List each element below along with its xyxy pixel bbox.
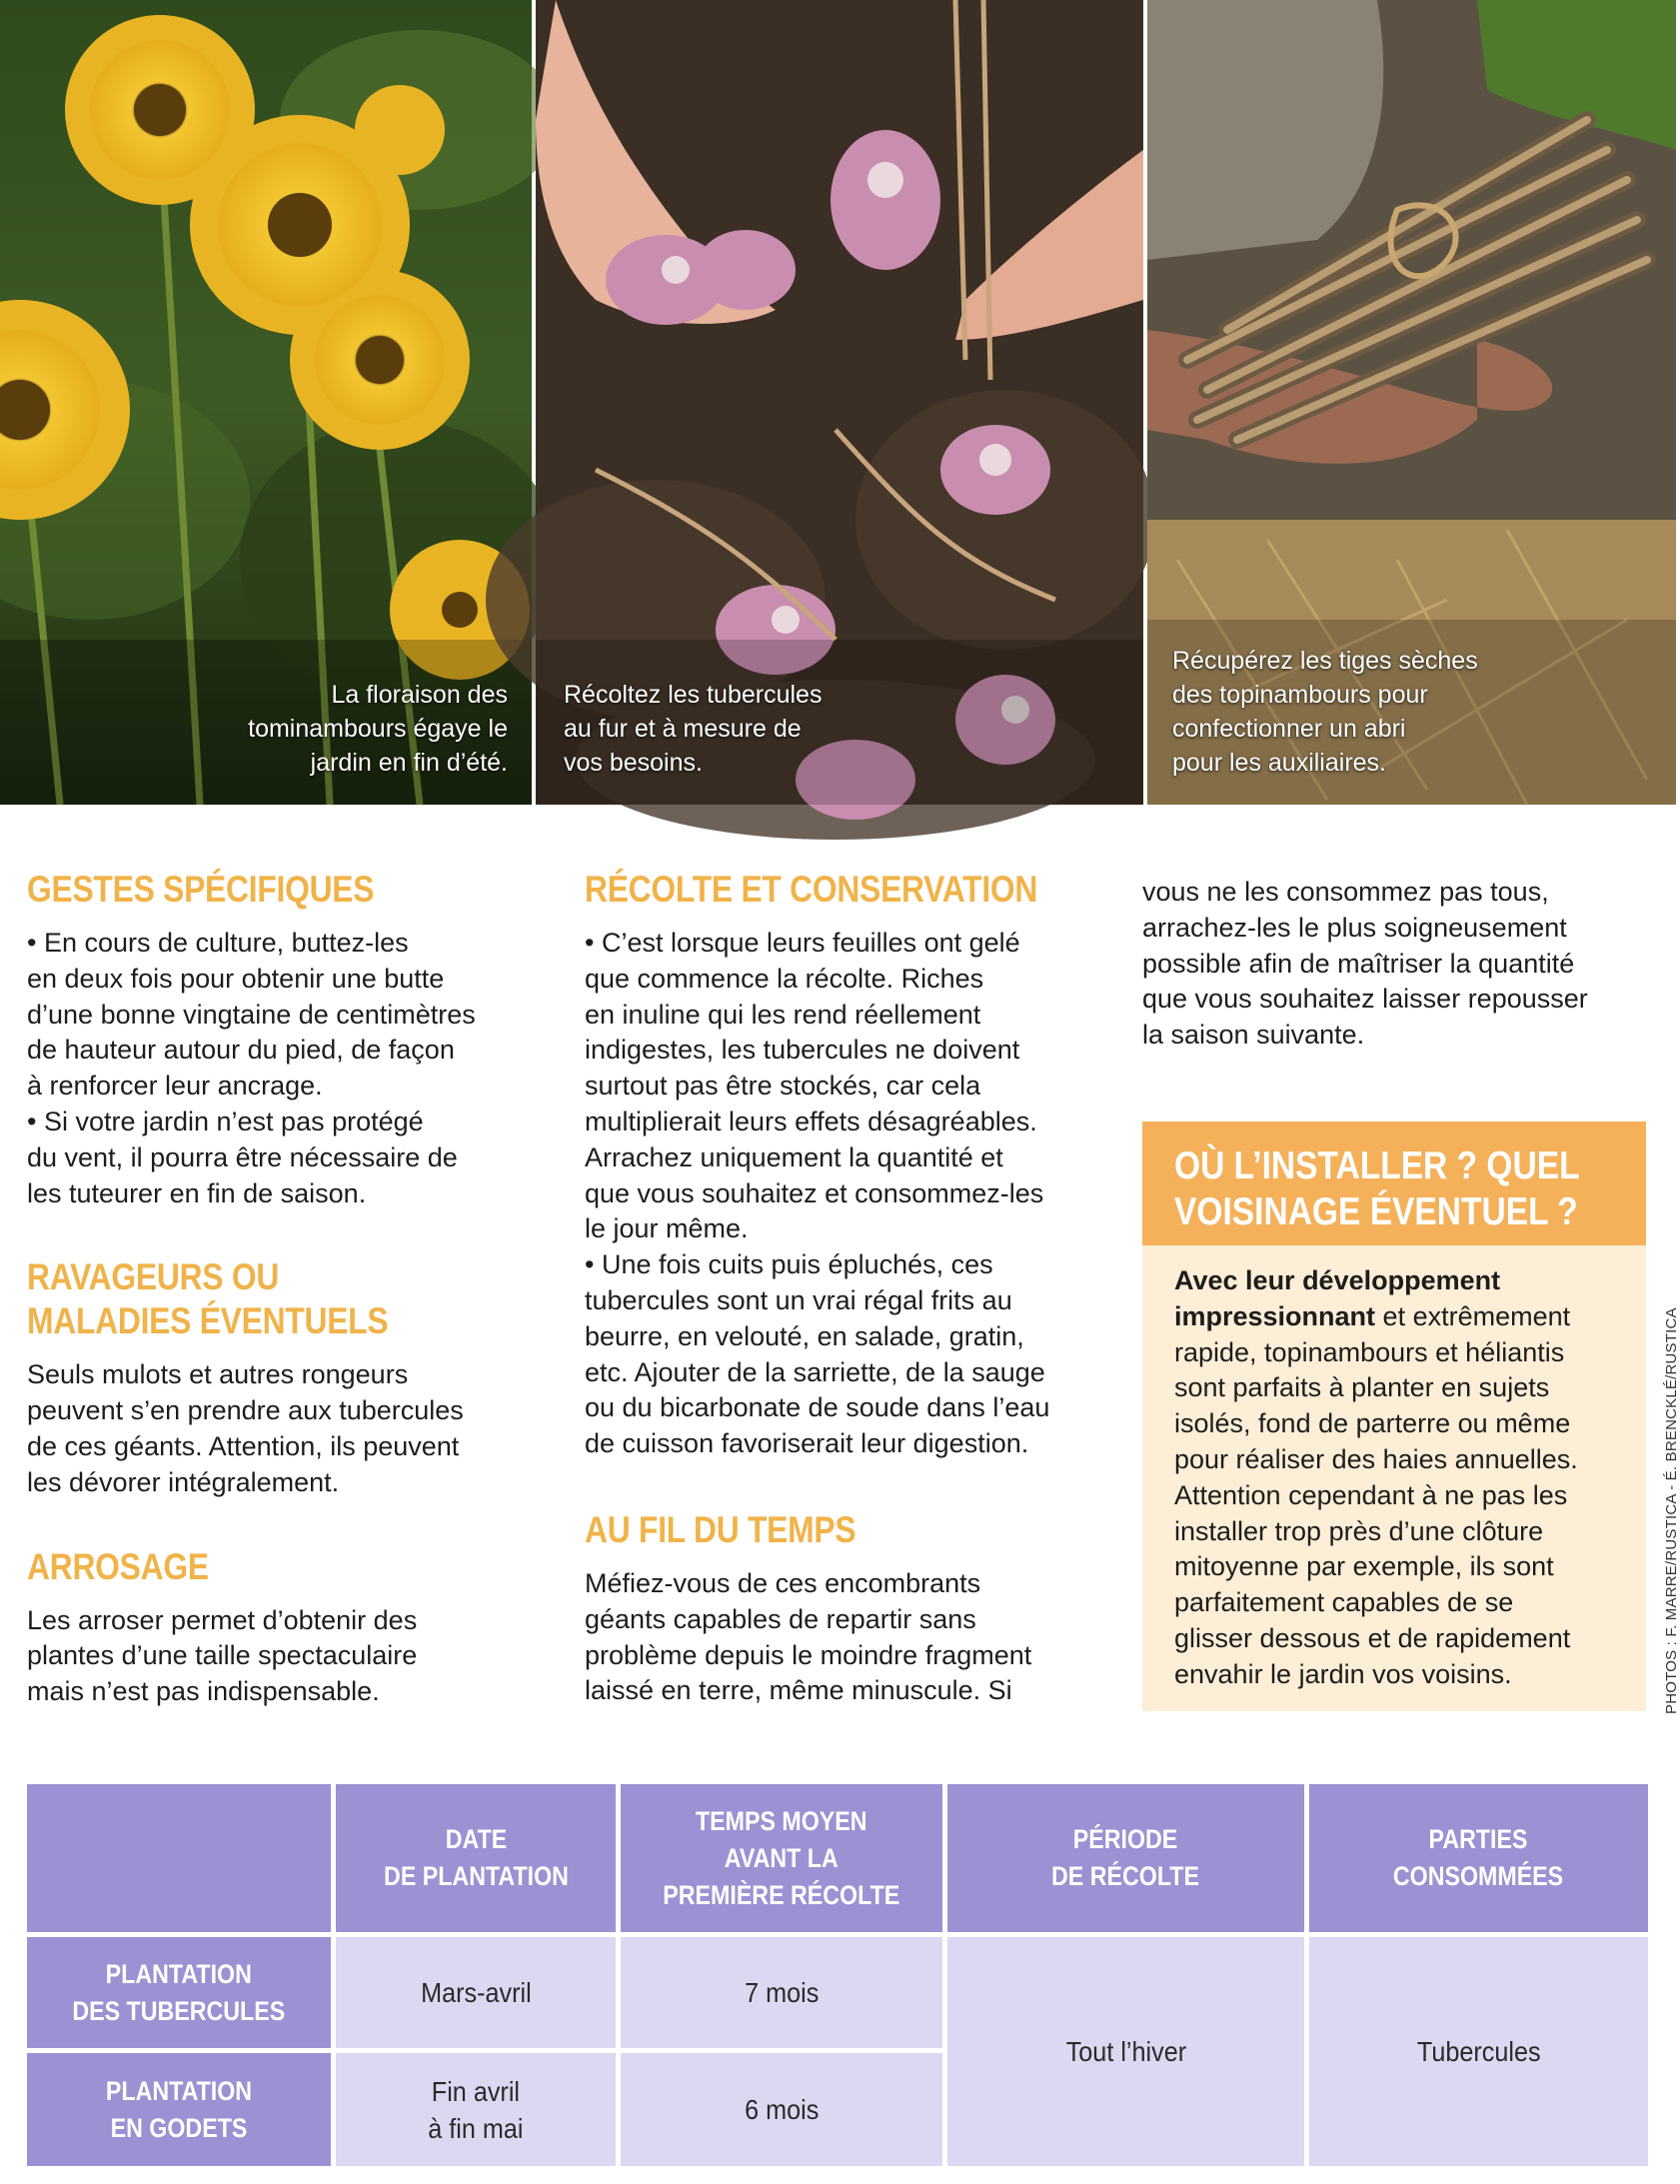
heading-au-fil-du-temps: AU FIL DU TEMPS <box>585 1508 856 1550</box>
sidebar-box <box>1142 1121 1646 1711</box>
column-3 <box>1142 875 1642 1054</box>
table-cell-date: Mars-avril <box>336 1937 616 2048</box>
photo-caption: Récupérez les tiges sèches des topinambours pour confectionner un abri pour les auxiliaires. <box>1172 647 1478 777</box>
photo-dry-stems <box>1147 0 1676 805</box>
table-cell-temps: 7 mois <box>621 1937 942 2048</box>
table-row-label: PLANTATION EN GODETS <box>27 2053 331 2166</box>
sidebar-text: et extrêmement rapide, topinambours et héliantis sont parfaits à planter en sujets isolés, fond de parterre ou même pour réaliser des haies annuelles. Attention cependant à ne pas les installer trop près d’une clôture mitoyenne par exemple, ils sont parfaitement capables de se glisser dessous et de rapidement envahir le jardin vos voisins. <box>1174 1300 1578 1689</box>
photo-strip <box>0 0 1676 805</box>
table-cell-date: Fin avril à fin mai <box>336 2053 616 2166</box>
recolte-text: • C’est lorsque leurs feuilles ont gelé que commence la récolte. Riches en inuline qui les rend réellement indigestes, les tubercules ne doivent surtout pas être stockés, car cela multiplierait leurs effets désagréables. Arrachez uniquement la quantité et que vous souhaitez et consommez-les le jour même. • Une fois cuits puis épluchés, ces tubercules sont un vrai régal frits au beurre, en velouté, en salade, gratin, etc. Ajouter de la sarriette, de la sauge ou du bicarbonate de soude dans l’eau de cuisson favoriserait leur digestion. <box>585 928 1050 1459</box>
heading-ravageurs: RAVAGEURS OU MALADIES ÉVENTUELS <box>27 1256 389 1342</box>
column-1 <box>27 868 567 1710</box>
table-header-parties: PARTIES CONSOMMÉES <box>1309 1784 1648 1932</box>
heading-recolte-conservation: RÉCOLTE ET CONSERVATION <box>585 869 1038 910</box>
table-header-periode: PÉRIODE DE RÉCOLTE <box>947 1784 1304 1932</box>
photo-tubers-harvest <box>536 0 1143 805</box>
table-header-date: DATE DE PLANTATION <box>336 1784 616 1932</box>
photo-yellow-flowers <box>0 0 532 805</box>
sidebar-title: OÙ L’INSTALLER ? QUEL VOISINAGE ÉVENTUEL ? <box>1174 1144 1580 1233</box>
column-2 <box>585 868 1124 1709</box>
table-row-label: PLANTATION DES TUBERCULES <box>27 1937 331 2048</box>
sidebar-body <box>1142 1245 1646 1693</box>
table-header-temps: TEMPS MOYEN AVANT LA PREMIÈRE RÉCOLTE <box>621 1784 942 1932</box>
continued-text: vous ne les consommez pas tous, arrachez-les le plus soigneusement possible afin de maîtriser la quantité que vous souhaitez laisser repousser la saison suivante. <box>1142 877 1588 1051</box>
sidebar-header <box>1142 1121 1646 1245</box>
table-cell-periode: Tout l’hiver <box>947 1937 1304 2166</box>
ravageurs-text: Seuls mulots et autres rongeurs peuvent s’en prendre aux tubercules de ces géants. Attention, ils peuvent les dévorer intégralement. <box>27 1359 464 1497</box>
table-cell-temps: 6 mois <box>621 2053 942 2166</box>
heading-arrosage: ARROSAGE <box>27 1545 209 1587</box>
gestes-text: • En cours de culture, buttez-les en deux fois pour obtenir une butte d’une bonne vingtaine de centimètres de hauteur autour du pied, de façon à renforcer leur ancrage. • Si votre jardin n’est pas protégé du vent, il pourra être nécessaire de les tuteurer en fin de saison. <box>27 928 476 1208</box>
fil-text: Méfiez-vous de ces encombrants géants capables de repartir sans problème depuis le moindre fragment laissé en terre, même minuscule. Si <box>585 1567 1032 1706</box>
photo-credit: PHOTOS : F. MARRE/RUSTICA - É. BRENCKLÉ/RUSTICA <box>1663 1307 1680 1714</box>
arrosage-text: Les arroser permet d’obtenir des plantes d’une taille spectaculaire mais n’est pas indispensable. <box>27 1604 418 1707</box>
sidebar-lead: Avec leur développement impressionnant <box>1174 1265 1501 1331</box>
planting-table <box>27 1784 1648 2166</box>
table-cell-parties: Tubercules <box>1309 1937 1648 2166</box>
photo-caption: Récoltez les tubercules au fur et à mesure de vos besoins. <box>564 681 823 777</box>
photo-caption: La floraison des tominambours égaye le jardin en fin d’été. <box>248 681 508 777</box>
table-header-empty <box>27 1784 331 1932</box>
heading-gestes-specifiques: GESTES SPÉCIFIQUES <box>27 869 375 910</box>
